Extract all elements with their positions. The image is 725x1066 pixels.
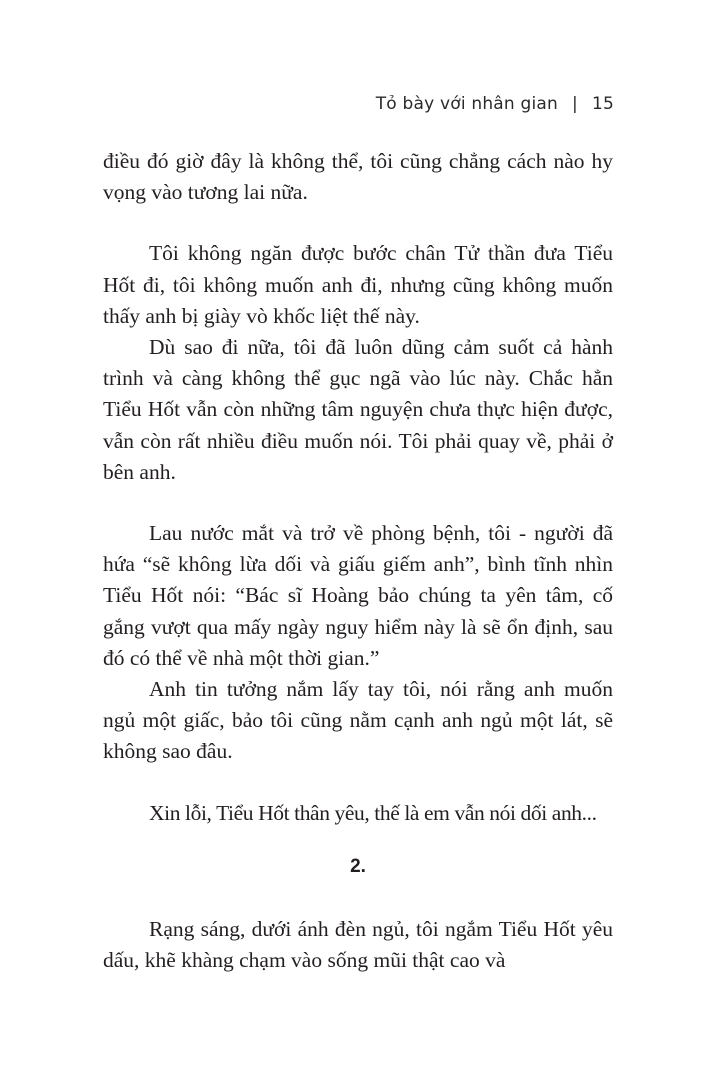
paragraph-continuation: điều đó giờ đây là không thể, tôi cũng chẳng cách nào hy vọng vào tương lai nữa. — [103, 149, 613, 205]
paragraph-gap — [103, 208, 613, 238]
paragraph: Anh tin tưởng nắm lấy tay tôi, nói rằng anh muốn ngủ một giấc, bảo tôi cũng nằm cạnh anh ngủ một lát, sẽ không sao đâu. — [103, 677, 613, 764]
header-separator: | — [572, 94, 578, 114]
paragraph: Rạng sáng, dưới ánh đèn ngủ, tôi ngắm Tiểu Hốt yêu dấu, khẽ khàng chạm vào sống mũi thật cao và — [103, 916, 613, 973]
paragraph-gap — [103, 488, 613, 518]
body-text — [103, 146, 613, 976]
paragraph: Tôi không ngăn được bước chân Tử thần đưa Tiểu Hốt đi, tôi không muốn anh đi, nhưng cũng không muốn thấy anh bị giày vò khốc liệt thế này. — [103, 241, 613, 328]
book-title: Tỏ bày với nhân gian — [375, 94, 559, 114]
paragraph: Dù sao đi nữa, tôi đã luôn dũng cảm suốt cả hành trình và càng không thể gục ngã vào lúc này. Chắc hẳn Tiểu Hốt vẫn còn những tâm nguyện chưa thực hiện được, vẫn còn rất nhiều điều muốn nói. Tôi phải quay về, phải ở bên anh. — [103, 335, 613, 484]
paragraph-gap — [103, 768, 613, 798]
paragraph: Lau nước mắt và trở về phòng bệnh, tôi - người đã hứa “sẽ không lừa dối và giấu giếm anh”, bình tĩnh nhìn Tiểu Hốt nói: “Bác sĩ Hoàng bảo chúng ta yên tâm, cố gắng vượt qua mấy ngày nguy hiểm này là sẽ ổn định, sau đó có thể về nhà một thời gian.” — [103, 521, 613, 670]
paragraph-apology: Xin lỗi, Tiểu Hốt thân yêu, thế là em vẫn nói dối anh... — [149, 800, 597, 825]
running-header — [376, 94, 614, 114]
page-number: 15 — [591, 94, 614, 114]
section-heading: 2. — [350, 855, 366, 877]
